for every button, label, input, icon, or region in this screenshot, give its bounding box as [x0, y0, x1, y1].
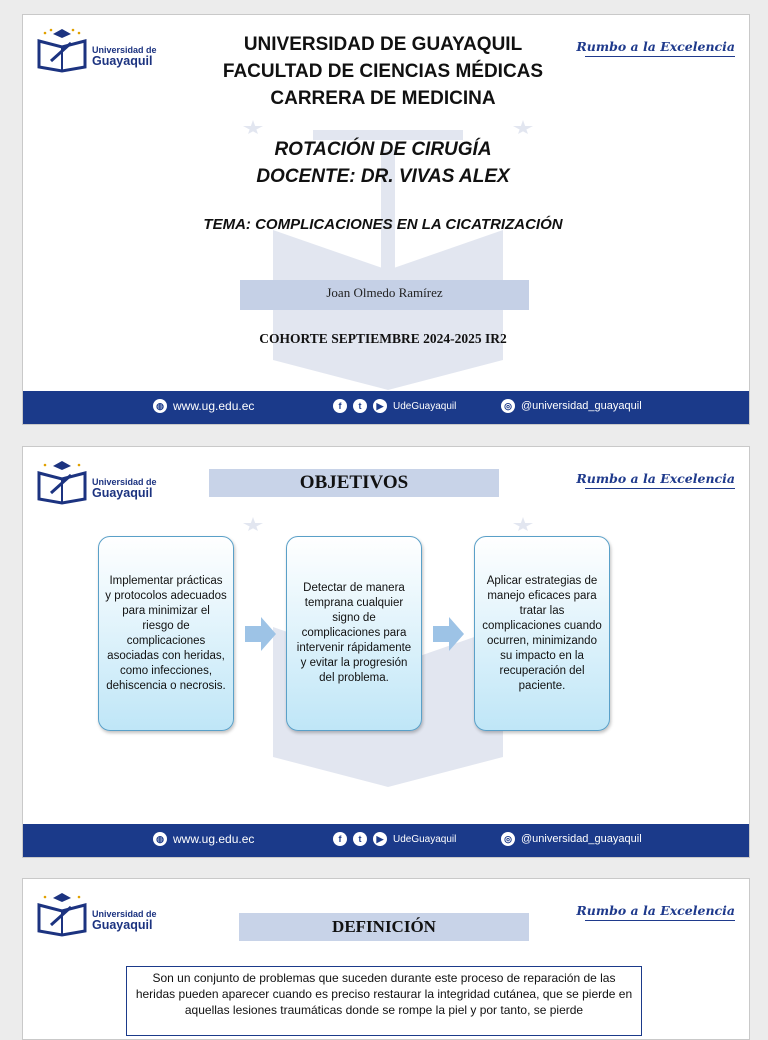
- slogan: Rumbo a la Excelencia: [576, 471, 735, 486]
- arrow-right-icon: [245, 617, 277, 651]
- logo-text-line2: Guayaquil: [92, 486, 153, 500]
- youtube-icon: ▶: [373, 832, 387, 846]
- definition-text: Son un conjunto de problemas que suceden durante este proceso de reparación de las heridas pueden aparecer cuando es preciso restaurar la integridad cutánea, que se pierde en aquellas lesiones traumáticas donde se rompe la piel y por tanto, se pierde: [126, 966, 642, 1036]
- university-logo: [35, 27, 175, 73]
- slide-definition: [22, 878, 750, 1040]
- footer-bar: [23, 824, 749, 857]
- globe-icon: ◍: [153, 399, 167, 413]
- faculty-name: FACULTAD DE CIENCIAS MÉDICAS: [222, 61, 544, 82]
- instagram-icon: ◎: [501, 399, 515, 413]
- objective-card-3: Aplicar estrategias de manejo eficaces para tratar las complicaciones cuando ocurren, minimizando su impacto en la recuperación del paciente.: [474, 536, 610, 731]
- rotation-title: ROTACIÓN DE CIRUGÍA: [274, 139, 492, 160]
- footer-bar: [23, 391, 749, 424]
- slogan: Rumbo a la Excelencia: [576, 39, 735, 54]
- facebook-icon: f: [333, 399, 347, 413]
- university-name: UNIVERSIDAD DE GUAYAQUIL: [243, 34, 523, 55]
- social-handle: UdeGuayaquil: [393, 400, 457, 412]
- youtube-icon: ▶: [373, 399, 387, 413]
- definition-title: DEFINICIÓN: [239, 913, 529, 941]
- slogan: Rumbo a la Excelencia: [576, 903, 735, 918]
- website-text: www.ug.edu.ec: [173, 399, 255, 413]
- website-text: www.ug.edu.ec: [173, 832, 255, 846]
- footer-social[interactable]: [333, 832, 456, 846]
- footer-social[interactable]: [333, 399, 456, 413]
- instagram-icon: ◎: [501, 832, 515, 846]
- logo-book-icon: [35, 891, 89, 937]
- university-logo: [35, 891, 175, 937]
- slogan-underline: [585, 488, 735, 489]
- university-logo: [35, 459, 175, 505]
- objective-card-1: Implementar prácticas y protocolos adecuados para minimizar el riesgo de complicaciones asociadas con heridas, como infecciones, dehiscencia o necrosis.: [98, 536, 234, 731]
- social-handle: UdeGuayaquil: [393, 833, 457, 845]
- slogan-underline: [585, 56, 735, 57]
- objectives-title: OBJETIVOS: [209, 469, 499, 497]
- author-name: Joan Olmedo Ramírez: [240, 280, 529, 310]
- logo-text-line1: Universidad de: [92, 45, 157, 55]
- slogan-underline: [585, 920, 735, 921]
- topic-title: TEMA: COMPLICACIONES EN LA CICATRIZACIÓN: [203, 216, 563, 233]
- facebook-icon: f: [333, 832, 347, 846]
- twitter-icon: t: [353, 832, 367, 846]
- logo-book-icon: [35, 27, 89, 73]
- cohort-label: COHORTE SEPTIEMBRE 2024-2025 IR2: [259, 331, 507, 346]
- teacher-name: DOCENTE: DR. VIVAS ALEX: [256, 166, 510, 187]
- instagram-handle: @universidad_guayaquil: [521, 833, 642, 845]
- career-name: CARRERA DE MEDICINA: [270, 88, 496, 109]
- slide-objectives: [22, 446, 750, 858]
- logo-text-line2: Guayaquil: [92, 54, 153, 68]
- objective-card-2: Detectar de manera temprana cualquier signo de complicaciones para intervenir rápidamente y evitar la progresión del problema.: [286, 536, 422, 731]
- footer-instagram[interactable]: [501, 832, 642, 846]
- logo-text-line2: Guayaquil: [92, 918, 153, 932]
- globe-icon: ◍: [153, 832, 167, 846]
- footer-website[interactable]: [153, 399, 254, 413]
- twitter-icon: t: [353, 399, 367, 413]
- instagram-handle: @universidad_guayaquil: [521, 400, 642, 412]
- footer-website[interactable]: [153, 832, 254, 846]
- logo-book-icon: [35, 459, 89, 505]
- logo-text-line1: Universidad de: [92, 909, 157, 919]
- arrow-right-icon: [433, 617, 465, 651]
- slide-cover: [22, 14, 750, 425]
- logo-text-line1: Universidad de: [92, 477, 157, 487]
- footer-instagram[interactable]: [501, 399, 642, 413]
